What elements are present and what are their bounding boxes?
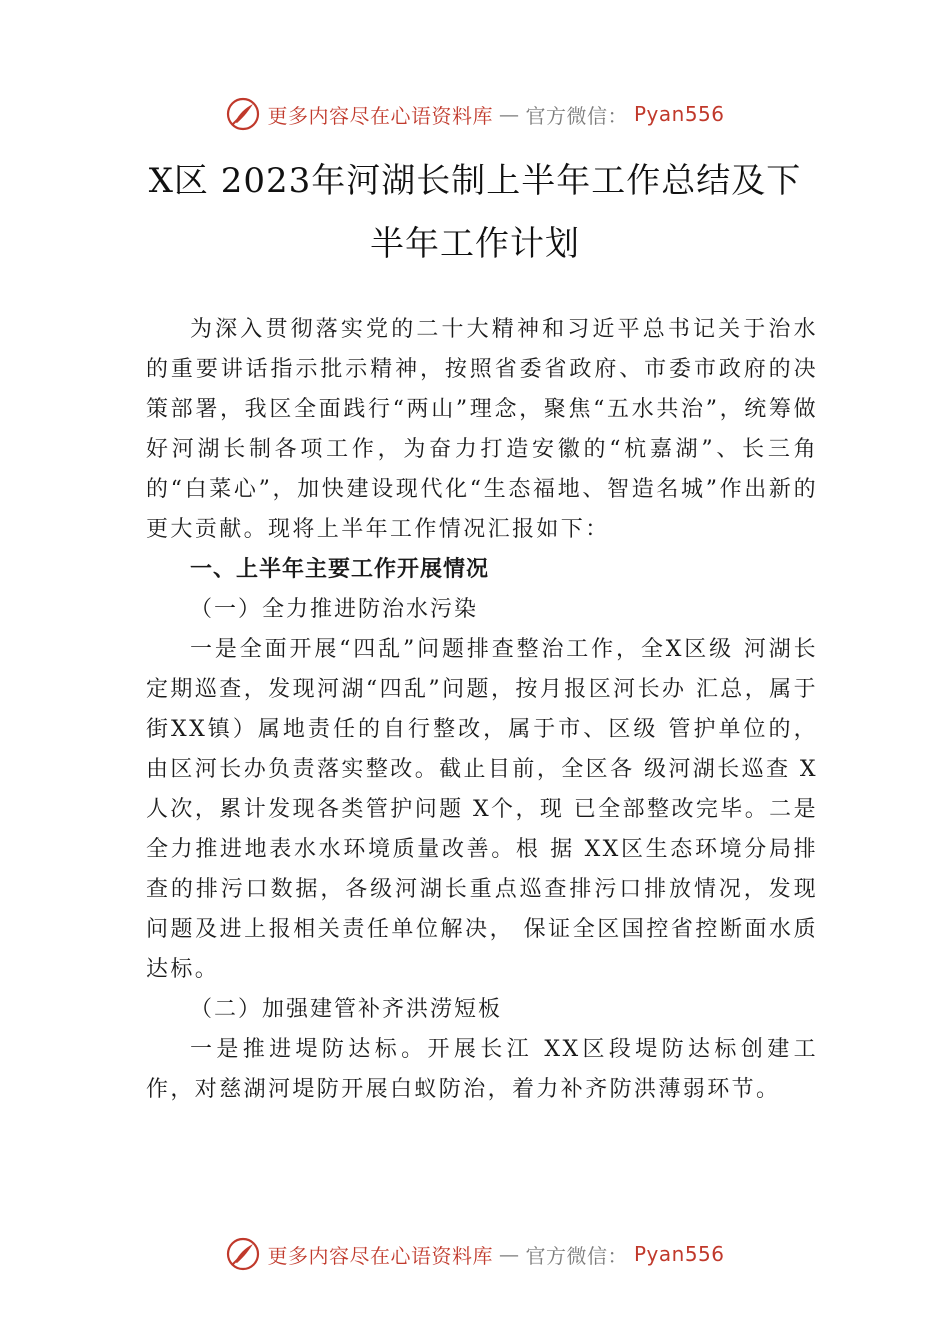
watermark-wechat-id: Pyan556 bbox=[633, 1242, 725, 1266]
watermark-wechat-label: 官方微信： bbox=[525, 103, 628, 128]
document-title-line-2: 半年工作计划 bbox=[370, 224, 580, 264]
quill-logo-icon bbox=[225, 1236, 261, 1272]
watermark-footer bbox=[0, 1236, 950, 1272]
section-heading-1: 一、上半年主要工作开展情况 bbox=[190, 557, 490, 582]
watermark-header bbox=[0, 96, 950, 132]
subsection-heading-1: （一）全力推进防治水污染 bbox=[190, 597, 479, 622]
subsection-heading-2: （二）加强建管补齐洪涝短板 bbox=[190, 997, 503, 1022]
watermark-site-text: 更多内容尽在心语资料库 bbox=[267, 103, 493, 128]
quill-logo-icon bbox=[225, 96, 261, 132]
intro-paragraph: 为深入贯彻落实党的二十大精神和习近平总书记关于治水的重要讲话指示批示精神，按照省委省政府、市委市政府的决策部署，我区全面践行“两山”理念，聚焦“五水共治”，统筹做好河湖长制各项工作，为奋力打造安徽的“杭嘉湖”、长三角的“白菜心”，加快建设现代化“生态福地、智造名城”作出新的更大贡献。现将上半年工作情况汇报如下： bbox=[146, 317, 818, 542]
watermark-wechat-label: 官方微信： bbox=[525, 1243, 628, 1268]
watermark-site-text: 更多内容尽在心语资料库 bbox=[267, 1243, 493, 1268]
document-body bbox=[146, 310, 818, 1110]
watermark-dash: — bbox=[498, 1242, 520, 1266]
watermark-wechat-id: Pyan556 bbox=[633, 102, 725, 126]
document-title-line-1: X区 2023年河湖长制上半年工作总结及下 bbox=[148, 161, 802, 201]
subsection-2-paragraph: 一是推进堤防达标。开展长江 XX区段堤防达标创建工作，对慈湖河堤防开展白蚁防治，着力补齐防洪薄弱环节。 bbox=[146, 1037, 818, 1102]
subsection-1-paragraph: 一是全面开展“四乱”问题排查整治工作，全X区级 河湖长定期巡查，发现河湖“四乱”问题，按月报区河长办 汇总，属于街XX镇）属地责任的自行整改，属于市、区级 管护单位的，由区河长办负责落实整改。截止目前，全区各 级河湖长巡查 X人次，累计发现各类管护问题 X个，现 已全部整改完毕。二是全力推进地表水水环境质量改善。根 据 XX区生态环境分局排查的排污口数据，各级河湖长重点巡查排污口排放情况，发现问题及进上报相关责任单位解决， 保证全区国控省控断面水质达标。 bbox=[146, 637, 818, 982]
watermark-dash: — bbox=[498, 102, 520, 126]
